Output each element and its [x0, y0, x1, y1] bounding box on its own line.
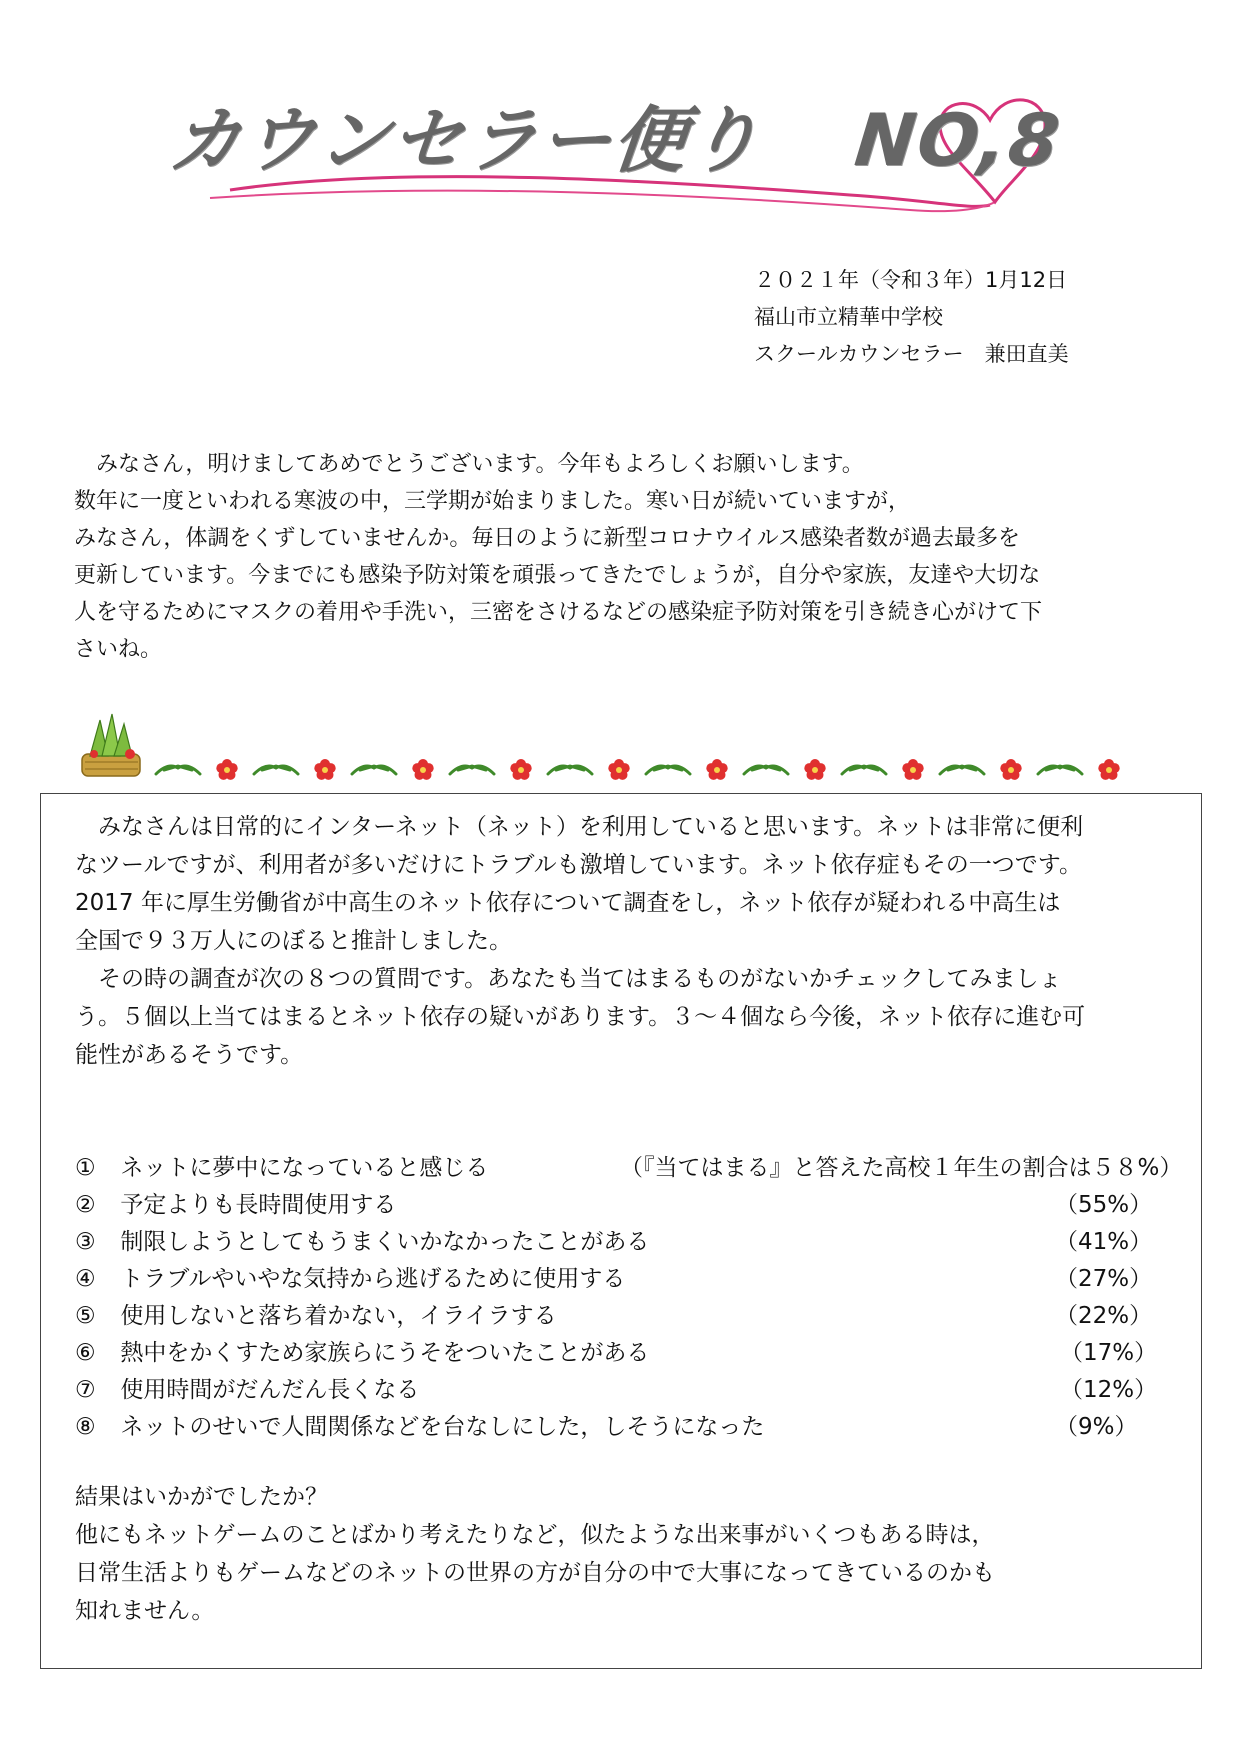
box-intro — [75, 808, 1175, 1074]
result-line: 日常生活よりもゲームなどのネットの世界の方が自分の中で大事になってきているのかも — [75, 1560, 995, 1586]
pine-sprig-icon — [744, 766, 788, 774]
item-number: ⑥ — [75, 1340, 96, 1366]
item-text: ネットのせいで人間関係などを台なしにした，しそうになった — [120, 1414, 765, 1440]
item-percentage: （55%） — [1055, 1192, 1153, 1218]
item-number: ① — [75, 1155, 96, 1181]
newsletter-title — [165, 82, 1067, 186]
box-line: その時の調査が次の８つの質問です。あなたも当てはまるものがないかチェックしてみましょ — [75, 966, 1062, 992]
item-percentage: （12%） — [1060, 1377, 1158, 1403]
item-text: ネットに夢中になっていると感じる — [120, 1155, 489, 1181]
new-year-border-decoration — [80, 712, 1160, 782]
checklist-item — [75, 1298, 1185, 1335]
checklist-item — [75, 1224, 1185, 1261]
item-percentage: （9%） — [1055, 1414, 1138, 1440]
school-name: 福山市立精華中学校 — [754, 305, 943, 329]
item-text: 使用時間がだんだん長くなる — [120, 1377, 420, 1403]
item-text: 使用しないと落ち着かない，イライラする — [120, 1303, 557, 1329]
item-text: 予定よりも長時間使用する — [120, 1192, 397, 1218]
item-percentage: （『当てはまる』と答えた高校１年生の割合は５８%） — [620, 1155, 1183, 1181]
plum-blossom-icon — [314, 759, 335, 780]
item-percentage: （22%） — [1055, 1303, 1153, 1329]
pine-sprig-icon — [352, 766, 396, 774]
plum-blossom-icon — [804, 759, 825, 780]
pine-sprig-icon — [646, 766, 690, 774]
item-number: ⑤ — [75, 1303, 96, 1329]
checklist-item — [75, 1187, 1185, 1224]
checklist-item — [75, 1261, 1185, 1298]
issue-date: ２０２１年（令和３年）1月12日 — [754, 268, 1068, 292]
counselor-name: スクールカウンセラー 兼田直美 — [754, 342, 1069, 366]
item-percentage: （41%） — [1055, 1229, 1153, 1255]
internet-dependence-box — [40, 793, 1202, 1669]
issue-number: NO,8 — [851, 98, 1066, 182]
pine-sprig-icon — [842, 766, 886, 774]
pine-sprig-icon — [940, 766, 984, 774]
checklist-item — [75, 1150, 1185, 1187]
result-line: 知れません。 — [75, 1598, 215, 1624]
intro-line: 人を守るためにマスクの着用や手洗い，三密をさけるなどの感染症予防対策を引き続き心がけて下 — [74, 600, 1043, 625]
plum-blossom-icon — [1098, 759, 1119, 780]
pine-sprig-icon — [1038, 766, 1082, 774]
intro-paragraph — [74, 446, 1154, 668]
intro-line: みなさん，明けましてあめでとうございます。今年もよろしくお願いします。 — [74, 452, 864, 477]
title-banner — [150, 70, 1110, 230]
pine-sprig-icon — [254, 766, 298, 774]
checklist — [75, 1150, 1185, 1446]
plum-blossom-icon — [216, 759, 237, 780]
box-line: なツールですが、利用者が多いだけにトラブルも激増しています。ネット依存症もその一つです。 — [75, 852, 1082, 878]
intro-line: 数年に一度といわれる寒波の中，三学期が始まりました。寒い日が続いていますが， — [74, 489, 911, 514]
item-text: トラブルやいやな気持から逃げるために使用する — [120, 1266, 626, 1292]
box-line: 全国で９３万人にのぼると推計しました。 — [75, 928, 512, 954]
plum-blossom-icon — [510, 759, 531, 780]
intro-line: みなさん，体調をくずしていませんか。毎日のように新型コロナウイルス感染者数が過去最多を — [74, 526, 1021, 551]
pine-sprig-icon — [156, 766, 200, 774]
box-line: みなさんは日常的にインターネット（ネット）を利用していると思います。ネットは非常に便利 — [75, 814, 1084, 840]
item-text: 制限しようとしてもうまくいかなかったことがある — [120, 1229, 650, 1255]
item-number: ④ — [75, 1266, 96, 1292]
intro-line: 更新しています。今までにも感染予防対策を頑張ってきたでしょうが，自分や家族，友達や大切な — [74, 563, 1041, 588]
title-main: カウンセラー便り — [164, 98, 766, 182]
box-line: う。５個以上当てはまるとネット依存の疑いがあります。３～４個なら今後，ネット依存に進む可 — [75, 1004, 1086, 1030]
plum-blossom-icon — [706, 759, 727, 780]
box-line: 2017 年に厚生労働省が中高生のネット依存について調査をし，ネット依存が疑われる中高生は — [75, 890, 1061, 916]
result-line: 他にもネットゲームのことばかり考えたりなど，似たような出来事がいくつもある時は， — [75, 1522, 995, 1548]
pine-sprig-icon — [548, 766, 592, 774]
item-number: ⑧ — [75, 1414, 96, 1440]
checklist-item — [75, 1372, 1185, 1409]
item-percentage: （27%） — [1055, 1266, 1153, 1292]
publication-info — [754, 262, 1069, 373]
item-text: 熱中をかくすため家族らにうそをついたことがある — [120, 1340, 650, 1366]
result-section — [75, 1478, 1175, 1630]
item-number: ② — [75, 1192, 96, 1218]
checklist-item — [75, 1335, 1185, 1372]
pine-sprig-icon — [450, 766, 494, 774]
item-number: ⑦ — [75, 1377, 96, 1403]
item-number: ③ — [75, 1229, 96, 1255]
plum-blossom-icon — [902, 759, 923, 780]
plum-blossom-icon — [608, 759, 629, 780]
result-line: 結果はいかがでしたか？ — [75, 1484, 328, 1510]
item-percentage: （17%） — [1060, 1340, 1158, 1366]
kadomatsu-icon — [82, 714, 140, 776]
box-line: 能性があるそうです。 — [75, 1042, 304, 1068]
plum-blossom-icon — [412, 759, 433, 780]
plum-blossom-icon — [1000, 759, 1021, 780]
checklist-item — [75, 1409, 1185, 1446]
intro-line: さいね。 — [74, 637, 163, 662]
